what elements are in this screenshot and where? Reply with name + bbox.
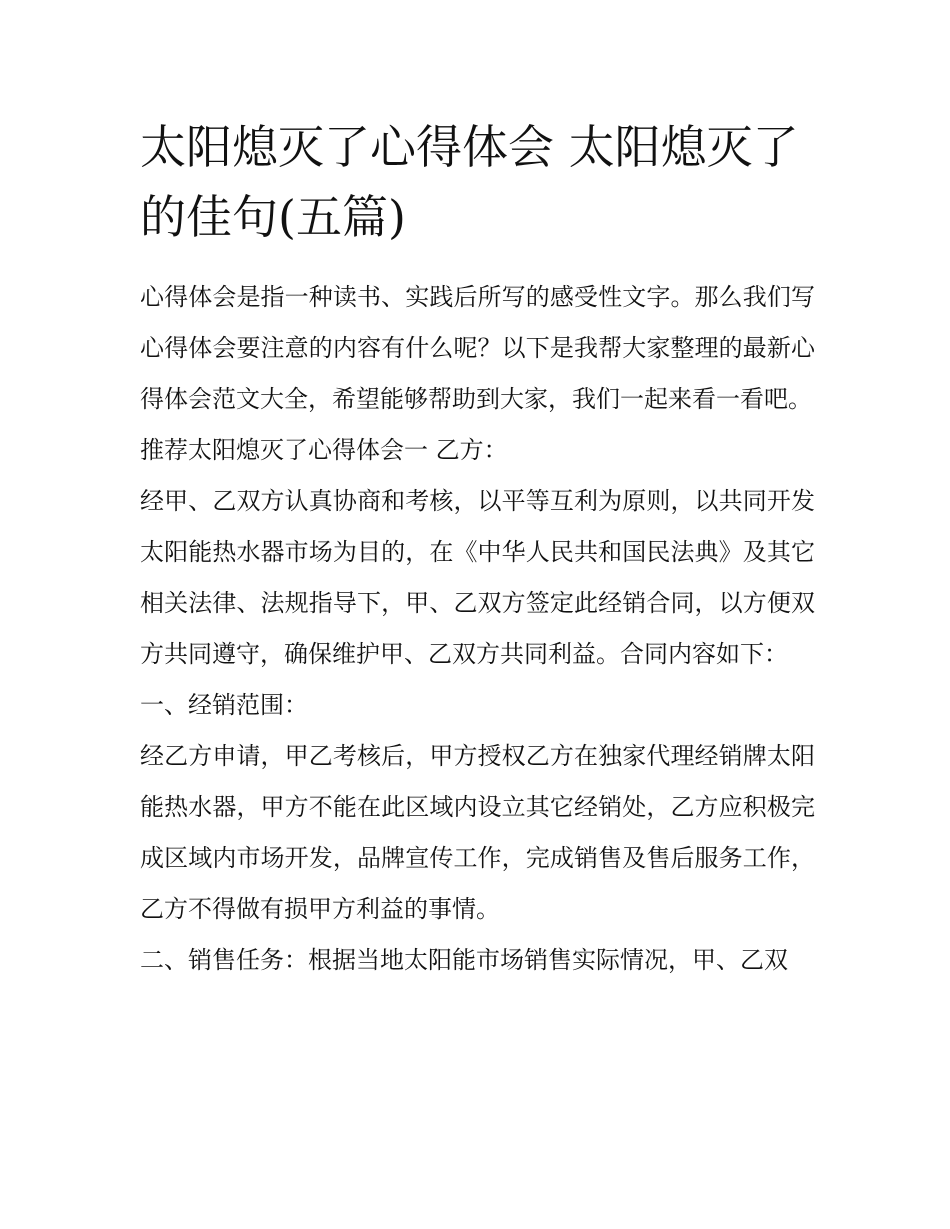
contract-preamble-paragraph: 经甲、乙双方认真协商和考核，以平等互利为原则，以共同开发太阳能热水器市场为目的，在《中华人民共和国民法典》及其它相关法律、法规指导下，甲、乙双方签定此经销合同，以方便双方共同遵守，确保维护甲、乙双方共同利益。合同内容如下： (140, 487, 815, 668)
scope-paragraph: 经乙方申请，甲乙考核后，甲方授权乙方在独家代理经销牌太阳能热水器，甲方不能在此区域内设立其它经销处，乙方应积极完成区域内市场开发，品牌宣传工作，完成销售及售后服务工作，乙方不得做有损甲方利益的事情。 (140, 742, 815, 923)
section-heading-recommend: 推荐太阳熄灭了心得体会一 乙方： (140, 436, 508, 464)
section-heading-scope: 一、经销范围： (140, 691, 308, 719)
intro-paragraph: 心得体会是指一种读书、实践后所写的感受性文字。那么我们写心得体会要注意的内容有什么呢？以下是我帮大家整理的最新心得体会范文大全，希望能够帮助到大家，我们一起来看一看吧。 (140, 283, 815, 413)
sales-task-paragraph: 二、销售任务：根据当地太阳能市场销售实际情况，甲、乙双 (140, 946, 788, 974)
document-title: 太阳熄灭了心得体会 太阳熄灭了的佳句(五篇) (140, 120, 799, 244)
document-page (140, 112, 815, 986)
